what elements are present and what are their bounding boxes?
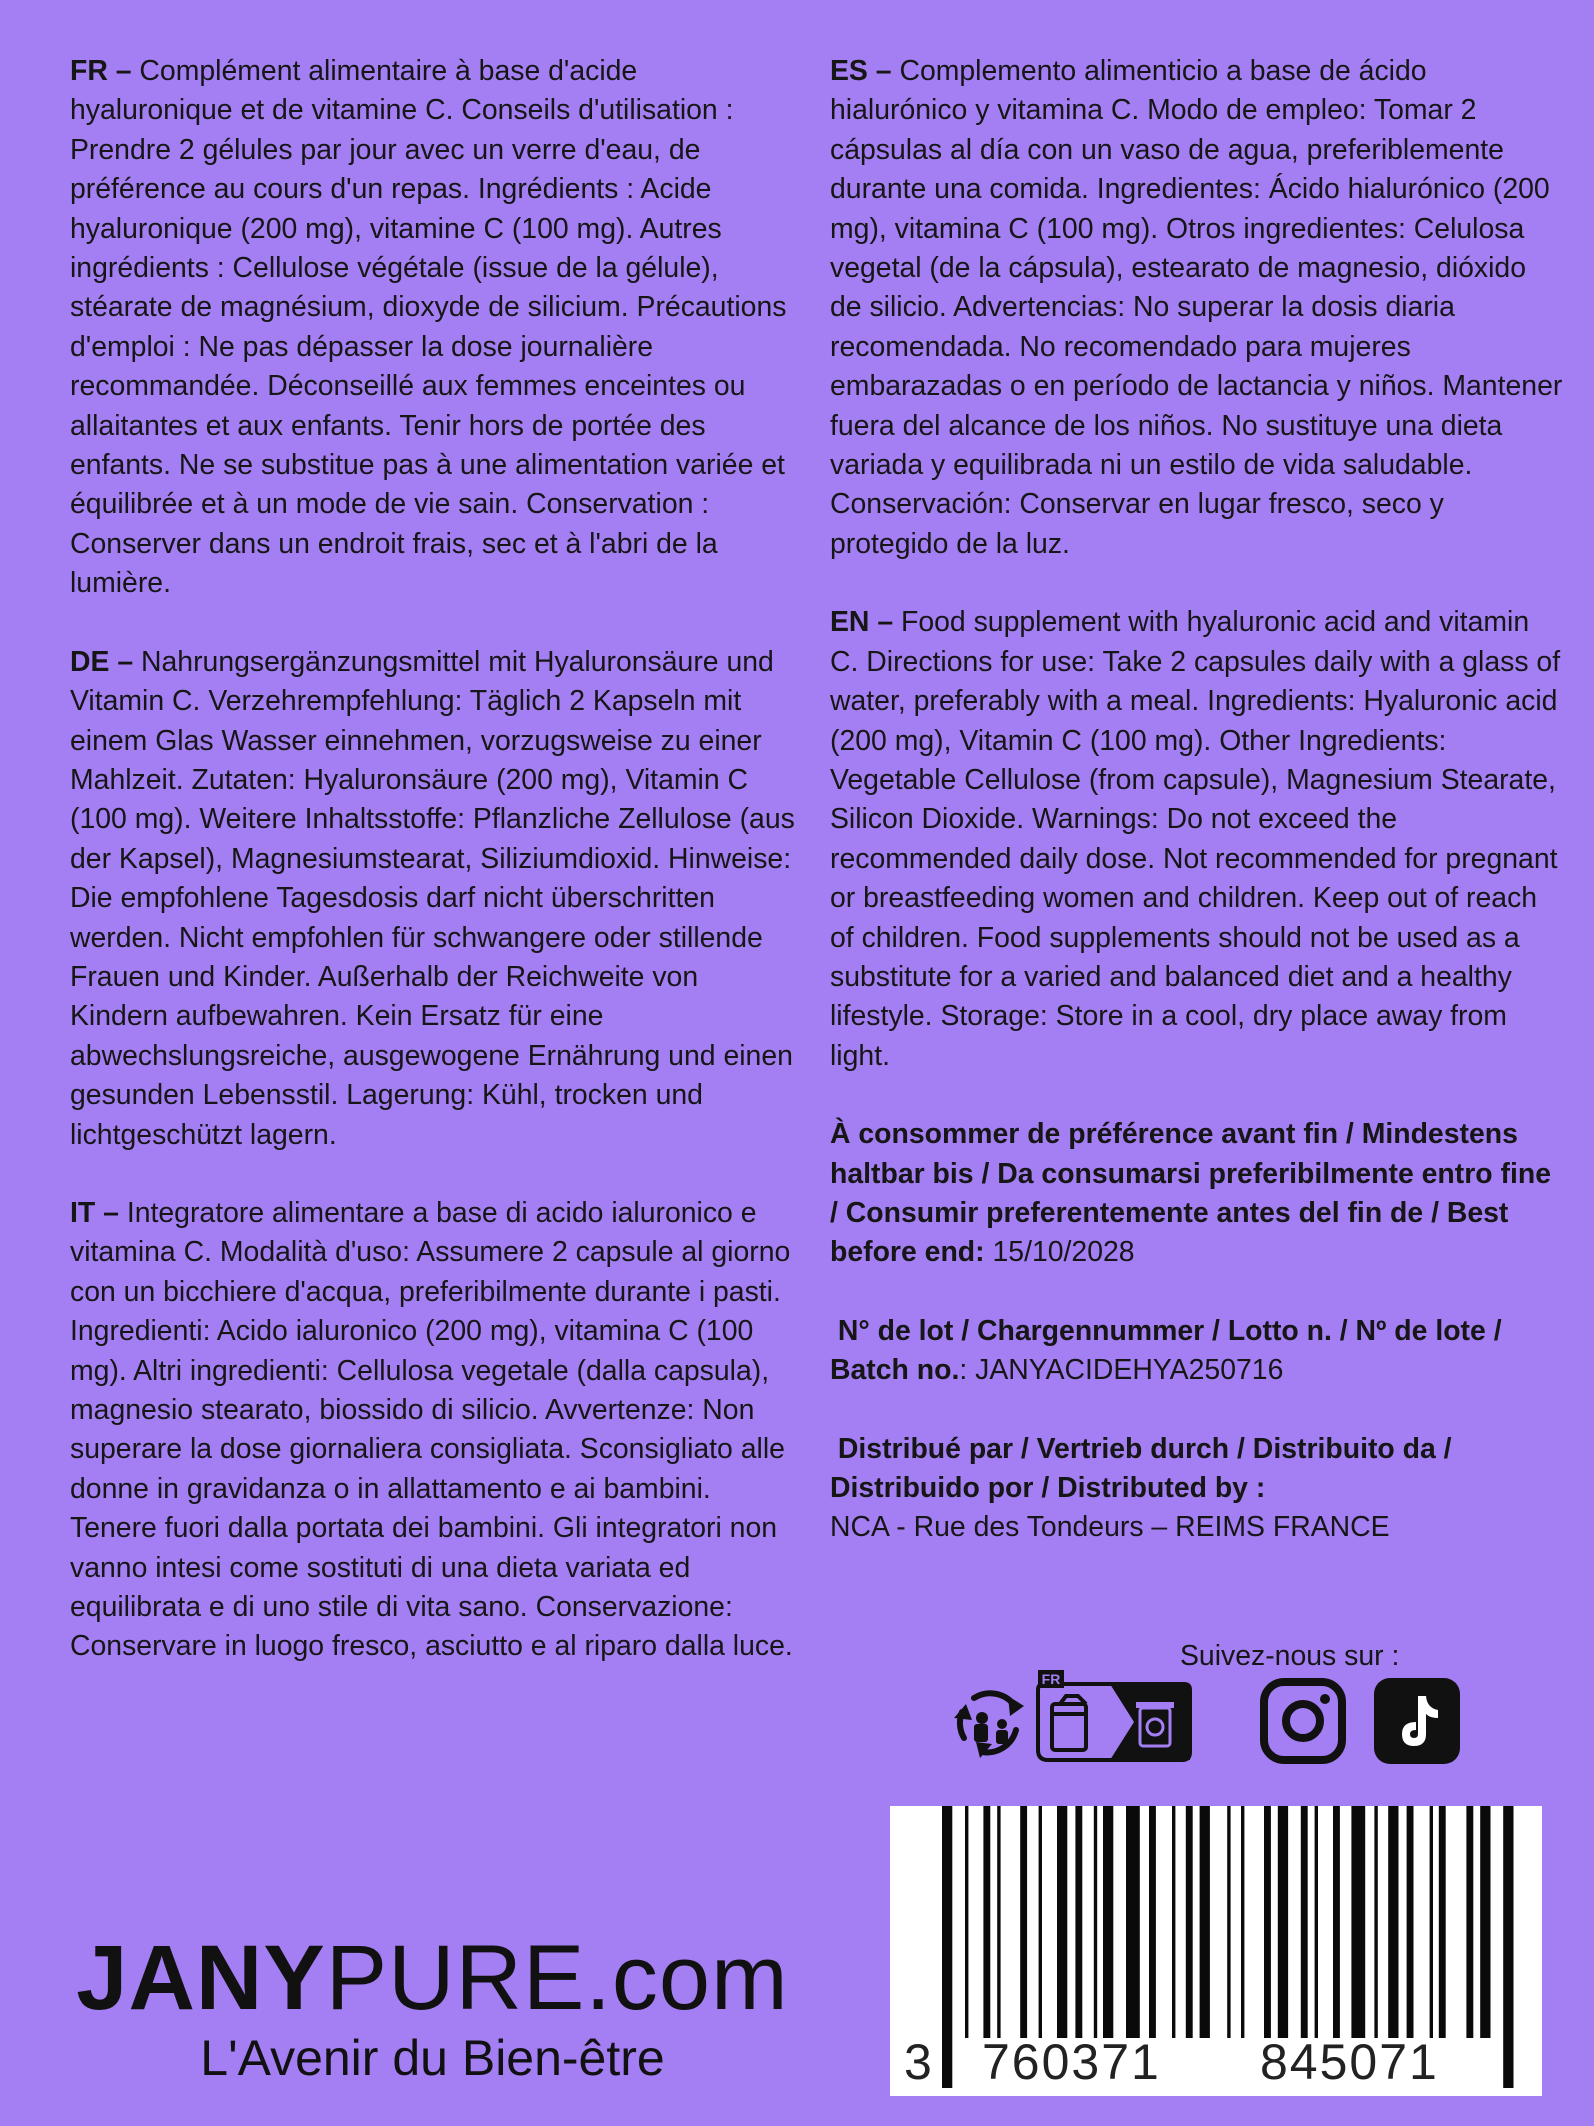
brand-name-bold: JANY [76,1927,326,2029]
barcode-bar [1149,1806,1156,2038]
barcode-bar [1503,1806,1513,2088]
german-text: Nahrungsergänzungsmittel mit Hyaluronsäure und Vitamin C. Verzehrempfehlung: Täglich 2 Kapseln mit einem Glas Wasser einnehmen, vorzugsweise zu einer Mahlzeit. Zutaten: Hyaluronsäure (200 mg), Vitamin C (100 mg). Weitere Inhaltsstoffe: Pflanzliche Zellulose (aus der Kapsel), Magnesiumstearat, Siliziumdioxid. Hinweise: Die empfohlene Tagesdosis darf nicht überschritten werden. Nicht empfohlen für schwangere oder stillende Frauen und Kinder. Außerhalb der Reichweite von Kindern aufbewahren. Kein Ersatz für eine abwechslungsreiche, ausgewogene Ernährung und einen gesunden Lebensstil. Lagerung: Kühl, trocken und lichtgeschützt lagern. [70,645,795,1151]
barcode-bar [1039,1806,1042,2038]
french-section [70,52,795,604]
follow-us-text: Suivez-nous sur : [1180,1640,1400,1672]
spanish-text: Complemento alimenticio a base de ácido hialurónico y vitamina C. Modo de empleo: Tomar 2 cápsulas al día con un vaso de agua, preferiblemente durante una comida. Ingredientes: Ácido hialurónico (200 mg), vitamina C (100 mg). Otros ingredientes: Celulosa vegetal (de la cápsula), estearato de magnesio, dióxido de silicio. Advertencias: No superar la dosis diaria recomendada. No recomendado para mujeres embarazadas o en período de lactancia y niños. Mantener fuera del alcance de los niños. No sustituye una dieta variada y equilibrada ni un estilo de vida saludable. Conservación: Conservar en lugar fresco, seco y protegido de la luz. [830,55,1563,560]
barcode-bar [1388,1806,1398,2038]
brand-block [70,1927,795,2088]
recycling-fr-badge: FR [1041,1671,1061,1687]
barcode-bar [1466,1806,1473,2038]
distributor-label: Distribué par / Vertrieb durch / Distribuito da / Distribuido por / Distributed by : [830,1432,1452,1504]
best-before-block [830,1115,1565,1273]
german-section [70,643,795,1155]
barcode-bar [1241,1806,1244,2038]
barcode-bar [1172,1806,1175,2038]
barcode-bar [1315,1806,1318,2038]
brand-name-light: PURE.com [325,1927,789,2029]
instagram-icon[interactable] [1260,1678,1346,1769]
spanish-section [830,52,1565,564]
batch-label: N° de lot / Chargennummer / Lotto n. / Nº de lote / Batch no. [830,1314,1502,1387]
barcode-bar [1200,1806,1210,2038]
distributor-address: NCA - Rue des Tondeurs – REIMS FRANCE [830,1511,1390,1544]
barcode-bar [1186,1806,1193,2038]
barcode-bar [942,1806,952,2088]
barcode-bar [1227,1806,1230,2038]
tiktok-icon[interactable] [1374,1678,1460,1769]
italian-section [70,1194,795,1667]
barcode-bar [1374,1806,1377,2038]
best-before-date: 15/10/2028 [992,1236,1135,1269]
barcode-bar [1333,1806,1340,2038]
distributor-block [830,1430,1565,1548]
barcode-bar [1407,1806,1414,2038]
barcode-bar [1264,1806,1271,2038]
french-text: Complément alimentaire à base d'acide hyaluronique et de vitamine C. Conseils d'utilisation : Prendre 2 gélules par jour avec un verre d'eau, de préférence au cours d'un repas. Ingrédients : Acide hyaluronique (200 mg), vitamine C (100 mg). Autres ingrédients : Cellulose végétale (issue de la gélule), stéarate de magnésium, dioxyde de silicium. Précautions d'emploi : Ne pas dépasser la dose journalière recommandée. Déconseillé aux femmes enceintes ou allaitantes et aux enfants. Tenir hors de portée des enfants. Ne se substitue pas à une alimentation variée et équilibrée et à un mode de vie sain. Conservation : Conserver dans un endroit frais, sec et à l'abri de la lumière. [70,55,787,600]
barcode-bar [1301,1806,1308,2038]
right-column [830,52,1565,1587]
barcode-bar [1430,1806,1433,2038]
barcode-bar [965,1806,968,2038]
barcode-bar [1278,1806,1288,2038]
brand-tagline: L'Avenir du Bien-être [200,2030,665,2086]
italian-text: Integratore alimentare a base di acido ialuronico e vitamina C. Modalità d'uso: Assumere 2 capsule al giorno con un bicchiere d'acqua, preferibilmente durante i pasti. Ingredienti: Acido ialuronico (200 mg), vitamina C (100 mg). Altri ingredienti: Cellulosa vegetale (dalla capsula), magnesio stearato, biossido di silicio. Avvertenze: Non superare la dose giornaliera consigliata. Sconsigliato alle donne in gravidanza o in allattamento e ai bambini. Tenere fuori dalla portata dei bambini. Gli integratori non vanno intesi come sostituti di una dieta variata ed equilibrata e di uno stile di vita sano. Conservazione: Conservare in luogo fresco, asciutto e al riparo dalla luce. [70,1196,793,1663]
english-section [830,603,1565,1076]
barcode-bar [1075,1806,1082,2038]
italian-tag: IT – [70,1196,119,1229]
best-before-label: À consommer de préférence avant fin / Mindestens haltbar bis / Da consumarsi preferibilmente entro fine / Consumir preferentemente antes del fin de / Best before end: [830,1118,1551,1269]
barcode-bar [983,1806,990,2038]
german-tag: DE – [70,645,134,678]
triman-icon [952,1678,1028,1767]
barcode-bar [1439,1806,1446,2038]
barcode-left-group: 760371 [982,2034,1161,2090]
brand-name [70,1927,795,2029]
barcode-bar [1094,1806,1097,2038]
sorting-info-icon [1034,1668,1194,1773]
left-column [70,52,795,1706]
barcode-first-digit: 3 [904,2034,932,2090]
barcode-bar [1351,1806,1365,2038]
english-text: Food supplement with hyaluronic acid and vitamin C. Directions for use: Take 2 capsules daily with a glass of water, preferably with a meal. Ingredients: Hyaluronic acid (200 mg), Vitamin C (100 mg). Other Ingredients: Vegetable Cellulose (from capsule), Magnesium Stearate, Silicon Dioxide. Warnings: Do not exceed the recommended daily dose. Not recommended for pregnant or breastfeeding women and children. Keep out of reach of children. Food supplements should not be used as a substitute for a varied and balanced diet and a healthy lifestyle. Storage: Store in a cool, dry place away from light. [830,606,1561,1072]
english-tag: EN – [830,606,894,639]
spanish-tag: ES – [830,55,892,87]
batch-number: : JANYACIDEHYA250716 [959,1354,1284,1387]
barcode-bar [997,1806,1000,2038]
barcode-bar [1480,1806,1490,2038]
barcode-bar [1057,1806,1067,2038]
barcode-bar [1020,1806,1027,2038]
batch-block [830,1312,1565,1391]
barcode-bar [1103,1806,1113,2038]
barcode-bar [1126,1806,1140,2038]
barcode-right-group: 845071 [1260,2034,1439,2090]
barcode [890,1806,1542,2096]
french-tag: FR – [70,55,132,87]
